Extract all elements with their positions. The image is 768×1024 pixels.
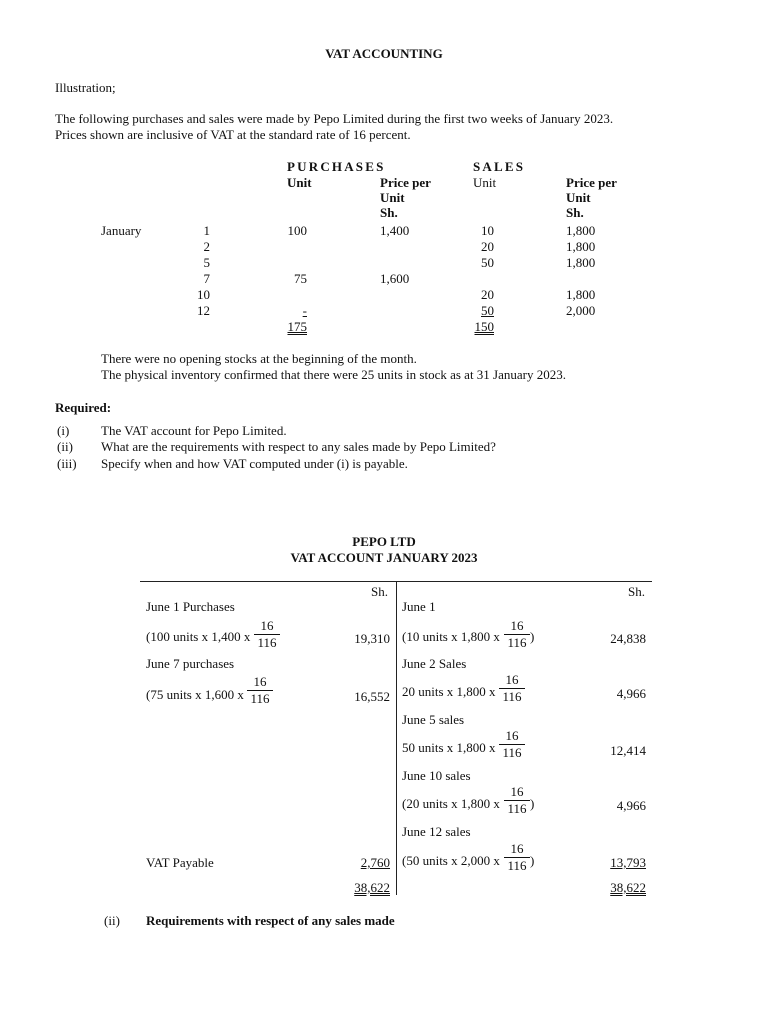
row-day: 1 [203,223,210,238]
section-number: (ii) [104,913,120,928]
account-divider [396,581,397,895]
debit-entry-label: June 1 Purchases [146,599,235,614]
sales-price-header: Price per Unit Sh. [566,175,617,220]
credit-entry-detail: 20 units x 1,800 x [402,684,496,699]
vat-fraction: $\frac{16}{116}$ [254,619,280,650]
document-title: VAT ACCOUNTING [325,46,443,61]
debit-currency: Sh. [371,584,388,599]
month-label: January [101,223,142,238]
closing-paren: ) [530,853,535,868]
sales-price: 1,800 [566,255,596,270]
section-title: Requirements with respect of any sales made [146,913,395,928]
sales-total: 150 [474,319,494,334]
purchase-price: 1,400 [380,223,410,238]
vat-payable-label: VAT Payable [146,855,214,870]
sales-unit: 10 [481,223,494,238]
row-day: 5 [203,255,210,270]
purchase-unit: - [302,303,307,318]
closing-paren: ) [530,796,535,811]
credit-entry-amount: 4,966 [616,798,646,813]
credit-entry-detail: (50 units x 2,000 x [402,853,500,868]
required-label: Required: [55,400,112,415]
vat-fraction: $\frac{16}{116}$ [247,675,273,706]
debit-entry-amount: 16,552 [354,689,390,704]
purchase-unit: 100 [287,223,307,238]
vat-fraction: $\frac{16}{116}$ [504,842,530,873]
credit-entry-amount: 4,966 [616,686,646,701]
intro-line-2: Prices shown are inclusive of VAT at the standard rate of 16 percent. [55,127,411,142]
credit-currency: Sh. [628,584,645,599]
illustration-label: Illustration; [55,80,116,95]
credit-entry-detail: (20 units x 1,800 x [402,796,500,811]
intro-line-1: The following purchases and sales were made by Pepo Limited during the first two weeks of January 2023. [55,111,614,126]
vat-fraction: $\frac{16}{116}$ [504,785,530,816]
credit-entry-amount: 24,838 [610,631,646,646]
sales-header: SALES [473,159,526,174]
credit-entry-label: June 10 sales [402,768,471,783]
debit-entry-amount: 19,310 [354,631,390,646]
credit-entry-detail: (10 units x 1,800 x [402,629,500,644]
requirement-number: (iii) [57,456,77,471]
debit-entry-detail: (75 units x 1,600 x [146,687,244,702]
sales-price: 1,800 [566,239,596,254]
closing-paren: ) [530,629,535,644]
credit-entry-amount: 12,414 [610,743,646,758]
note-inventory: The physical inventory confirmed that there were 25 units in stock as at 31 January 2023. [101,367,566,382]
sales-unit: 20 [481,239,494,254]
note-opening-stock: There were no opening stocks at the beginning of the month. [101,351,417,366]
sales-price: 2,000 [566,303,596,318]
purchases-header: PURCHASES [287,159,386,174]
vat-fraction: $\frac{16}{116}$ [499,729,525,760]
credit-total: 38,622 [610,880,646,895]
account-company: PEPO LTD [352,534,416,549]
credit-entry-amount: 13,793 [610,855,646,870]
sales-unit: 20 [481,287,494,302]
purchases-unit-header: Unit [287,175,312,190]
purchase-unit: 75 [294,271,307,286]
debit-entry-label: June 7 purchases [146,656,235,671]
sales-unit: 50 [481,303,494,318]
purchase-total: 175 [287,319,307,334]
requirement-number: (ii) [57,439,73,454]
account-title: VAT ACCOUNT JANUARY 2023 [290,550,478,565]
vat-fraction: $\frac{16}{116}$ [499,673,525,704]
vat-fraction: $\frac{16}{116}$ [504,619,530,650]
row-day: 10 [197,287,210,302]
credit-entry-label: June 2 Sales [402,656,467,671]
debit-total: 38,622 [354,880,390,895]
sales-price: 1,800 [566,287,596,302]
row-day: 2 [203,239,210,254]
vat-payable-amount: 2,760 [360,855,390,870]
debit-entry-detail: (100 units x 1,400 x [146,629,251,644]
credit-entry-label: June 1 [402,599,436,614]
requirement-text: What are the requirements with respect to any sales made by Pepo Limited? [101,439,496,454]
credit-entry-label: June 12 sales [402,824,471,839]
requirement-text: Specify when and how VAT computed under (i) is payable. [101,456,408,471]
requirement-number: (i) [57,423,70,438]
sales-price: 1,800 [566,223,596,238]
row-day: 12 [197,303,210,318]
sales-unit-header: Unit [473,175,497,190]
purchase-price: 1,600 [380,271,410,286]
purchases-price-header: Price per Unit Sh. [380,175,431,220]
credit-entry-detail: 50 units x 1,800 x [402,740,496,755]
sales-unit: 50 [481,255,494,270]
row-day: 7 [203,271,210,286]
requirement-text: The VAT account for Pepo Limited. [101,423,287,438]
credit-entry-label: June 5 sales [402,712,465,727]
